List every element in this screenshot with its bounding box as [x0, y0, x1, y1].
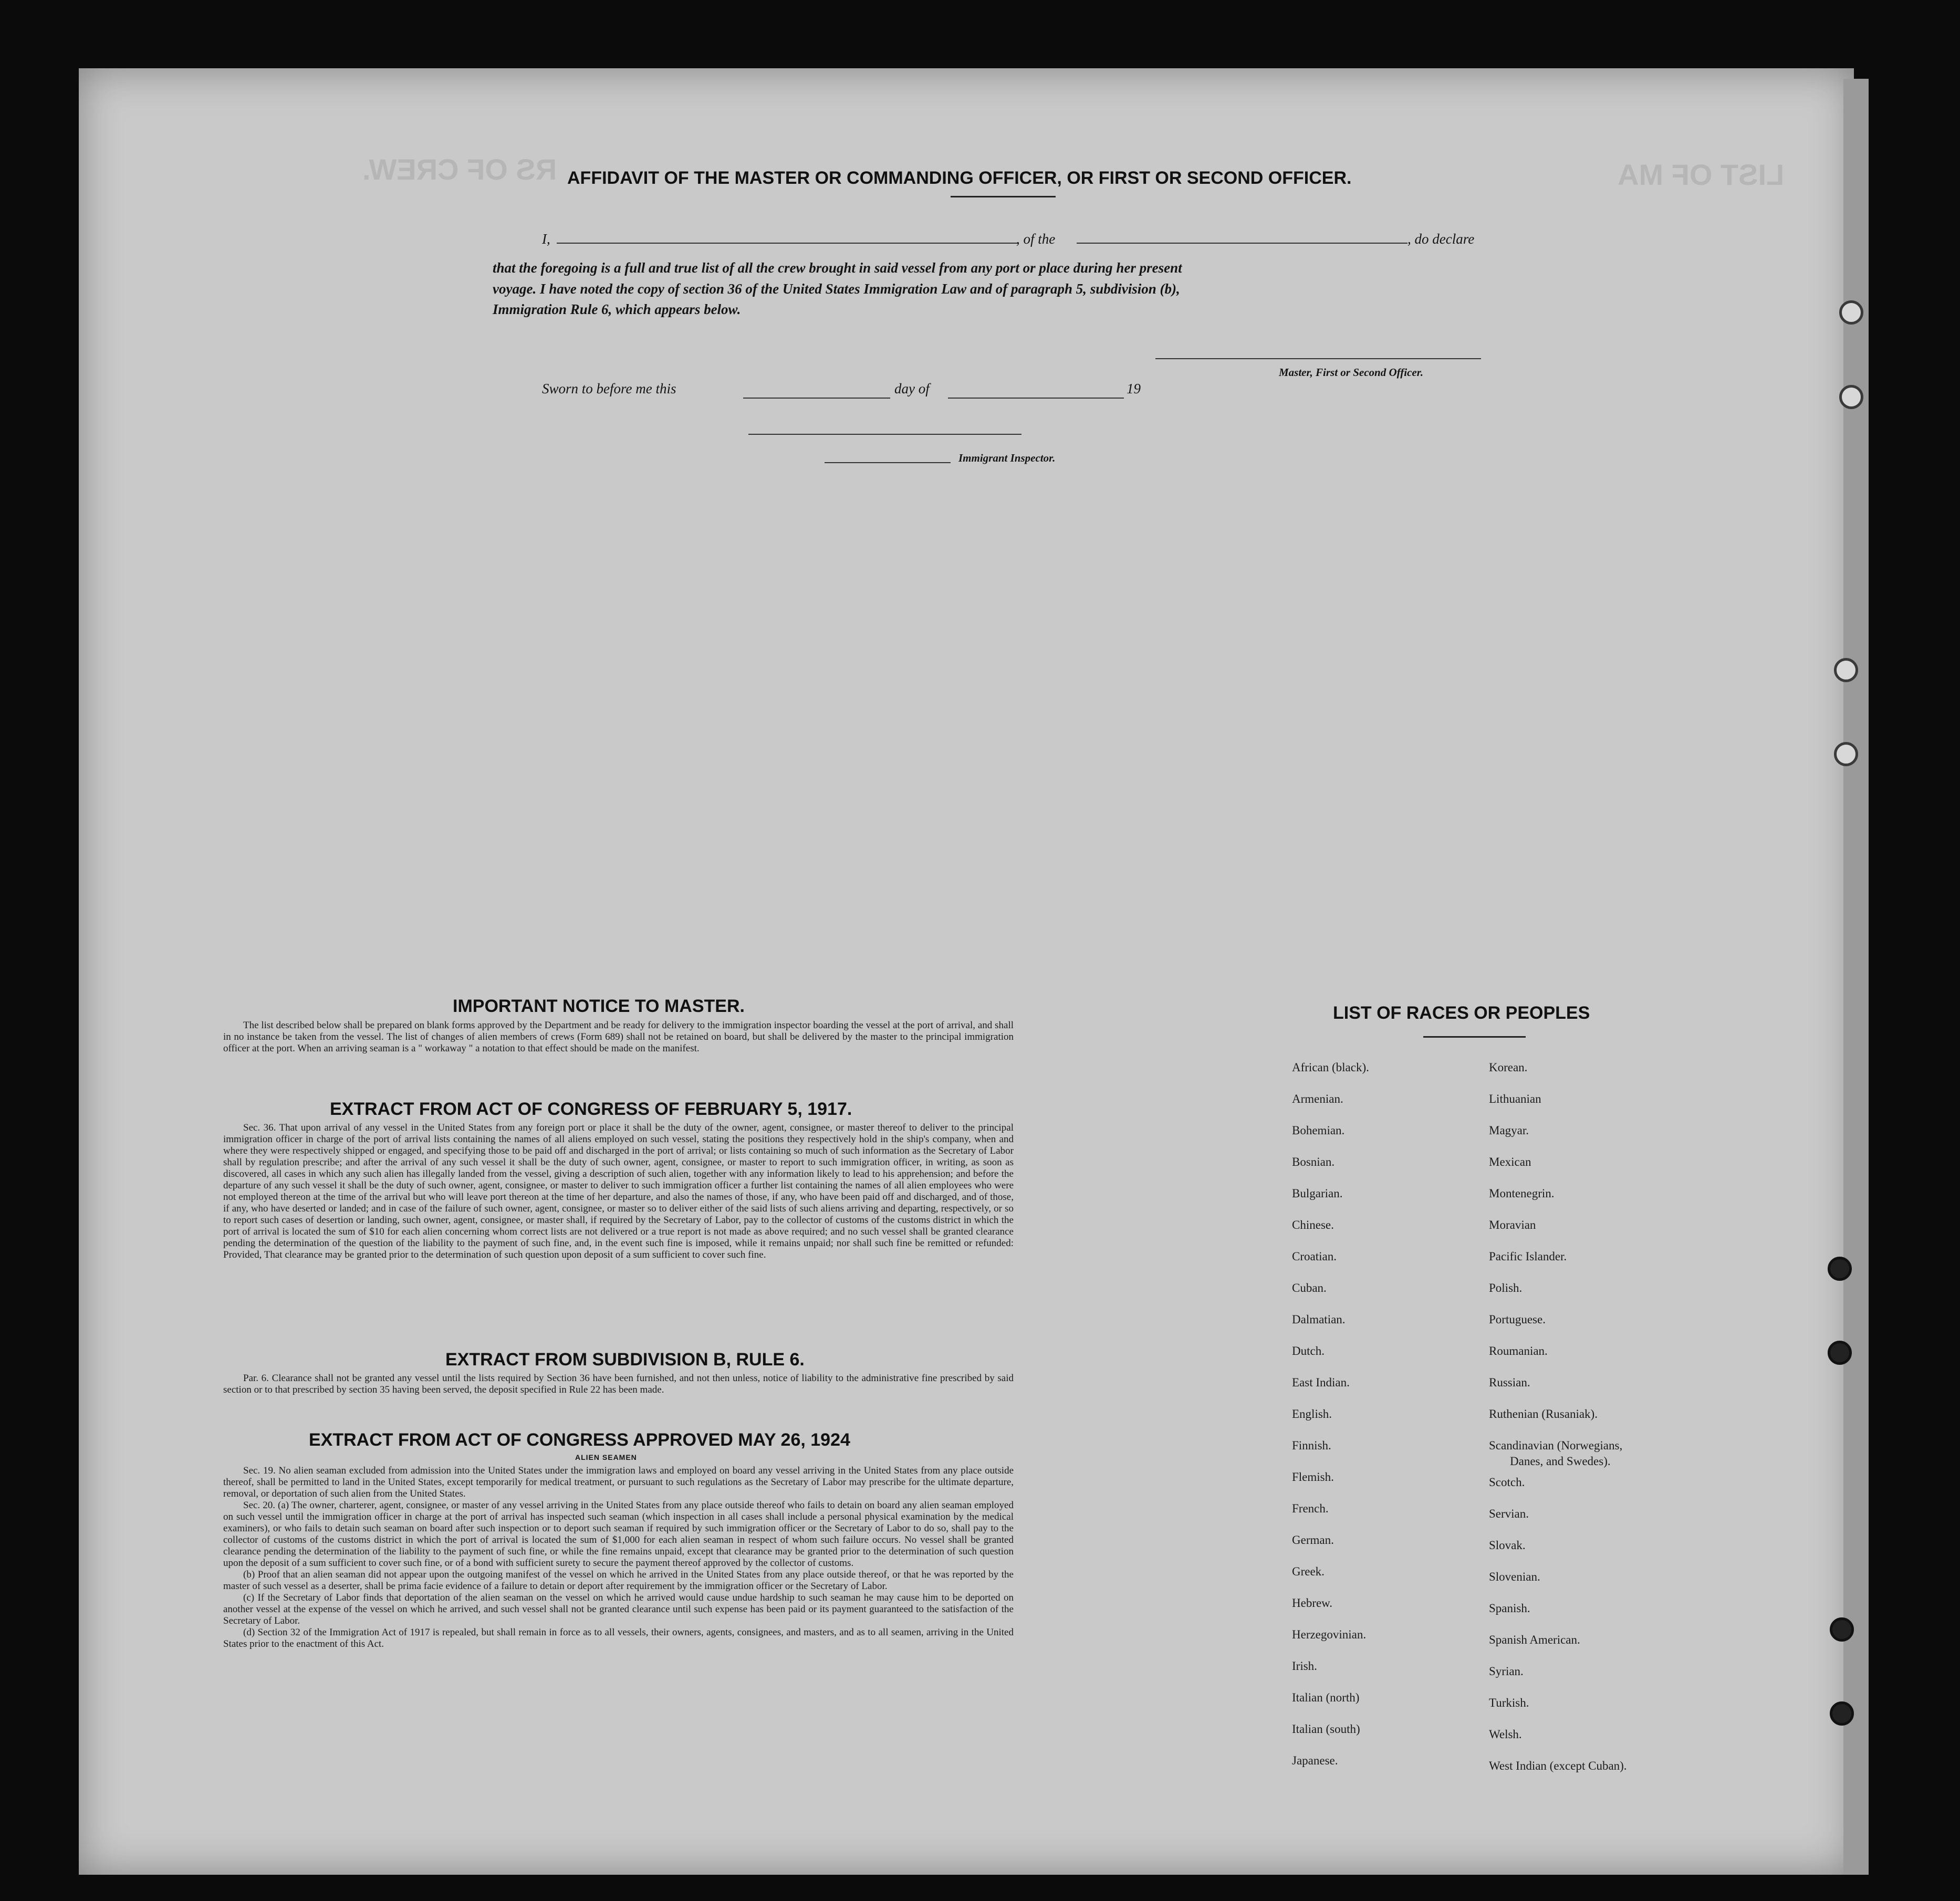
binder-hole	[1839, 300, 1863, 325]
divider	[1423, 1036, 1526, 1038]
affidavit-of-the-label: , of the	[1016, 231, 1056, 247]
extract-rule6-text	[223, 1373, 1014, 1396]
notice-title: IMPORTANT NOTICE TO MASTER.	[453, 996, 745, 1016]
race-item: Turkish.	[1489, 1696, 1529, 1709]
binder-hole	[1828, 1341, 1852, 1365]
race-item: Russian.	[1489, 1376, 1530, 1389]
race-item: English.	[1292, 1407, 1332, 1420]
extract-1924-subtitle: ALIEN SEAMEN	[575, 1453, 637, 1461]
race-item: Italian (south)	[1292, 1722, 1360, 1736]
race-item: Servian.	[1489, 1507, 1529, 1520]
race-item: Dutch.	[1292, 1344, 1325, 1357]
year-prefix: 19	[1127, 381, 1141, 396]
races-title: LIST OF RACES OR PEOPLES	[1333, 1003, 1590, 1023]
race-item: Korean.	[1489, 1061, 1528, 1074]
race-item: Irish.	[1292, 1659, 1317, 1673]
race-item: Moravian	[1489, 1218, 1536, 1231]
notice-text	[223, 1020, 1014, 1054]
race-item: German.	[1292, 1533, 1334, 1547]
affidavit-body-line2: voyage. I have noted the copy of section 36 of the United States Immigration Law and of paragraph 5, subdivision (b),	[493, 281, 1180, 297]
bleedthrough-title-right: RS OF CREW.	[362, 153, 557, 186]
extract-rule6-title: EXTRACT FROM SUBDIVISION B, RULE 6.	[445, 1350, 805, 1370]
sec20a-paragraph: Sec. 20. (a) The owner, charterer, agent, consignee, or master of any vessel arriving in the United States from any place outside thereof who fails to detain on board any alien seaman employed on such vessel until the immigration officer in charge at the port of arrival has inspected such seaman (which inspection in all cases shall include a personal physical examination by the medical examiners), or who fails to detain such seaman on board after such inspection or to deport such seaman if required by such immigration officer or the Secretary of Labor to do so, shall pay to the collector of customs of the customs district in which the port of arrival is located the sum of $1,000 for each alien seaman in respect of whom such failure occurs. No vessel shall be granted clearance pending the determination of the liability to the payment of such fine, or while the fine remains unpaid, except that clearance may be granted prior to the determination of such question upon the deposit of a sum sufficient to cover such fine, or of a bond with sufficient surety to secure the payment thereof approved by the collector of customs.	[223, 1500, 1014, 1569]
binder-hole	[1839, 385, 1863, 409]
sec20c-paragraph: (c) If the Secretary of Labor finds that deportation of the alien seaman on the vessel on which he arrived would cause undue hardship to such seaman he may cause him to be deported on another vessel at the expense of the vessel on which he arrived, and such vessel shall not be granted clearance until such expense has been paid or its payment guaranteed to the satisfaction of the Secretary of Labor.	[223, 1592, 1014, 1626]
race-item: Scandinavian (Norwegians,	[1489, 1439, 1623, 1452]
affidavit-i-label: I,	[542, 231, 550, 247]
master-signature-label: Master, First or Second Officer.	[1279, 366, 1423, 379]
extract-1917-text	[223, 1122, 1014, 1261]
sec19-paragraph: Sec. 19. No alien seaman excluded from admission into the United States under the immigration laws and employed on board any vessel arriving in the United States from any place outside thereof, shall be permitted to land in the United States, except temporarily for medical treatment, or pursuant to such regulations as the Secretary of Labor may prescribe for the ultimate departure, removal, or deportation of such alien from the United States.	[223, 1465, 1014, 1499]
race-item: Ruthenian (Rusaniak).	[1489, 1407, 1598, 1420]
inspector-label: Immigrant Inspector.	[958, 452, 1056, 464]
sworn-month-field[interactable]	[948, 398, 1124, 399]
race-item: Japanese.	[1292, 1754, 1338, 1767]
affidavit-body-line3: Immigration Rule 6, which appears below.	[493, 301, 741, 317]
race-item: Scotch.	[1489, 1476, 1525, 1489]
race-item: Polish.	[1489, 1281, 1523, 1294]
race-item: Chinese.	[1292, 1218, 1334, 1231]
race-item: Syrian.	[1489, 1665, 1524, 1678]
race-item: East Indian.	[1292, 1376, 1350, 1389]
race-item: Spanish American.	[1489, 1633, 1580, 1646]
race-item: Mexican	[1489, 1155, 1531, 1168]
race-item: Danes, and Swedes).	[1510, 1455, 1611, 1468]
extract-1924-title: EXTRACT FROM ACT OF CONGRESS APPROVED MAY 26, 1924	[309, 1430, 850, 1450]
binder-hole	[1828, 1257, 1852, 1281]
binder-hole	[1830, 1617, 1854, 1642]
race-item: Bohemian.	[1292, 1124, 1345, 1137]
race-item: Flemish.	[1292, 1470, 1334, 1484]
race-item: French.	[1292, 1502, 1329, 1515]
extract-rule6-paragraph: Par. 6. Clearance shall not be granted any vessel until the lists required by Section 36 have been furnished, and not then unless, notice of liability to the administrative fine prescribed by said section or to that prescribed by section 35 having been served, the deposit specified in Rule 22 has been made.	[223, 1373, 1014, 1395]
race-item: Herzegovinian.	[1292, 1628, 1367, 1641]
affidavit-title: AFFIDAVIT OF THE MASTER OR COMMANDING OFFICER, OR FIRST OR SECOND OFFICER.	[567, 168, 1352, 188]
master-signature-field[interactable]	[1155, 358, 1481, 359]
binder-hole	[1834, 658, 1858, 682]
sec20d-paragraph: (d) Section 32 of the Immigration Act of 1917 is repealed, but shall remain in force as to all vessels, their owners, agents, consignees, and masters, and as to all seamen, arriving in the United States prior to the enactment of this Act.	[223, 1627, 1014, 1649]
bleedthrough-title-left: LIST OF MA	[1618, 158, 1785, 191]
race-item: Lithuanian	[1489, 1092, 1541, 1105]
page-edge	[1843, 79, 1869, 1875]
sec20b-paragraph: (b) Proof that an alien seaman did not appear upon the outgoing manifest of the vessel on which he arrived in the United States from any place outside thereof, or that he was reported by the master of such vessel as a deserter, shall be prima facie evidence of a failure to detain or deport after requirement by the immigration officer or the Secretary of Labor.	[223, 1569, 1014, 1592]
race-item: Cuban.	[1292, 1281, 1327, 1294]
race-item: Finnish.	[1292, 1439, 1331, 1452]
binder-hole	[1834, 742, 1858, 766]
race-item: Welsh.	[1489, 1728, 1522, 1741]
divider	[951, 196, 1056, 197]
race-item: Magyar.	[1489, 1124, 1529, 1137]
race-item: Hebrew.	[1292, 1596, 1333, 1610]
race-item: Bosnian.	[1292, 1155, 1335, 1168]
sworn-day-field[interactable]	[743, 398, 890, 399]
binder-hole	[1830, 1701, 1854, 1726]
extract-1917-title: EXTRACT FROM ACT OF CONGRESS OF FEBRUARY 5, 1917.	[330, 1099, 852, 1119]
inspector-signature-field[interactable]	[748, 434, 1021, 435]
race-item: Pacific Islander.	[1489, 1250, 1567, 1263]
extract-1917-paragraph: Sec. 36. That upon arrival of any vessel in the United States from any foreign port or place it shall be the duty of the owner, agent, consignee, or master thereof to deliver to the principal immigration officer in charge of the port of arrival lists containing the names of all aliens employed on such vessel, stating the positions they respectively hold in the ship's company, when and where they were respectively shipped or engaged, and specifying those to be paid off and discharged in the port of arrival; or lists containing so much of such information as the Secretary of Labor shall by regulation prescribe; and after the arrival of any such vessel it shall be the duty of such owner, agent, consignee, or master to report to such immigration officer, in writing, as soon as discovered, all cases in which any such alien has illegally landed from the vessel, giving a description of such alien, together with any information likely to lead to his apprehension; and before the departure of any such vessel it shall be the duty of such owner, agent, consignee, or master to deliver to such immigration officer a further list containing the names of all alien employees who were not employed thereon at the time of the arrival but who will leave port thereon at the time of her departure, and also the names of those, if any, who have been paid off and discharged, and of those, if any, who have deserted or landed; and in case of the failure of such owner, agent, consignee, or master so to deliver either of the said lists of such aliens arriving and departing, respectively, or so to report such cases of desertion or landing, such owner, agent, consignee, or master shall, if required by the Secretary of Labor, pay to the collector of customs of the customs district in which the port of arrival is located the sum of $10 for each alien concerning whom correct lists are not delivered or a true report is not made as above required; and no such vessel shall be granted clearance pending the determination of the question of the liability to the payment of such fine, and, in the event such fine is imposed, while it remains unpaid; nor shall such fine be remitted or refunded: Provided, That clearance may be granted prior to the determination of such question upon deposit of a sum sufficient to cover such fine.	[223, 1122, 1014, 1260]
race-item: Croatian.	[1292, 1250, 1337, 1263]
race-item: African (black).	[1292, 1061, 1369, 1074]
race-item: Greek.	[1292, 1565, 1325, 1578]
affidavit-body-line1: that the foregoing is a full and true list of all the crew brought in said vessel from any port or place during her present	[493, 260, 1182, 276]
race-item: Bulgarian.	[1292, 1187, 1343, 1200]
name-field[interactable]	[557, 243, 1019, 244]
race-item: Slovak.	[1489, 1539, 1526, 1552]
race-item: Dalmatian.	[1292, 1313, 1346, 1326]
extract-1924-text	[223, 1465, 1014, 1650]
affidavit-declare-label: , do declare	[1408, 231, 1475, 247]
race-item: Italian (north)	[1292, 1691, 1360, 1704]
inspector-signature-field-2[interactable]	[825, 462, 951, 463]
race-item: Spanish.	[1489, 1602, 1530, 1615]
sworn-label: Sworn to before me this	[542, 381, 676, 396]
race-item: Portuguese.	[1489, 1313, 1546, 1326]
race-item: Armenian.	[1292, 1092, 1343, 1105]
vessel-field[interactable]	[1077, 243, 1408, 244]
race-item: Slovenian.	[1489, 1570, 1540, 1583]
race-item: Montenegrin.	[1489, 1187, 1555, 1200]
race-item: West Indian (except Cuban).	[1489, 1759, 1627, 1772]
notice-paragraph: The list described below shall be prepared on blank forms approved by the Department and be ready for delivery to the immigration inspector boarding the vessel at the port of arrival, and shall in no instance be taken from the vessel. The list of changes of alien members of crews (Form 689) shall not be retained on board, but shall be delivered by the master to the principal immigration officer at the port. When an arriving seaman is a " workaway " a notation to that effect should be made on the manifest.	[223, 1020, 1014, 1054]
day-of-label: day of	[894, 381, 930, 396]
race-item: Roumanian.	[1489, 1344, 1548, 1357]
